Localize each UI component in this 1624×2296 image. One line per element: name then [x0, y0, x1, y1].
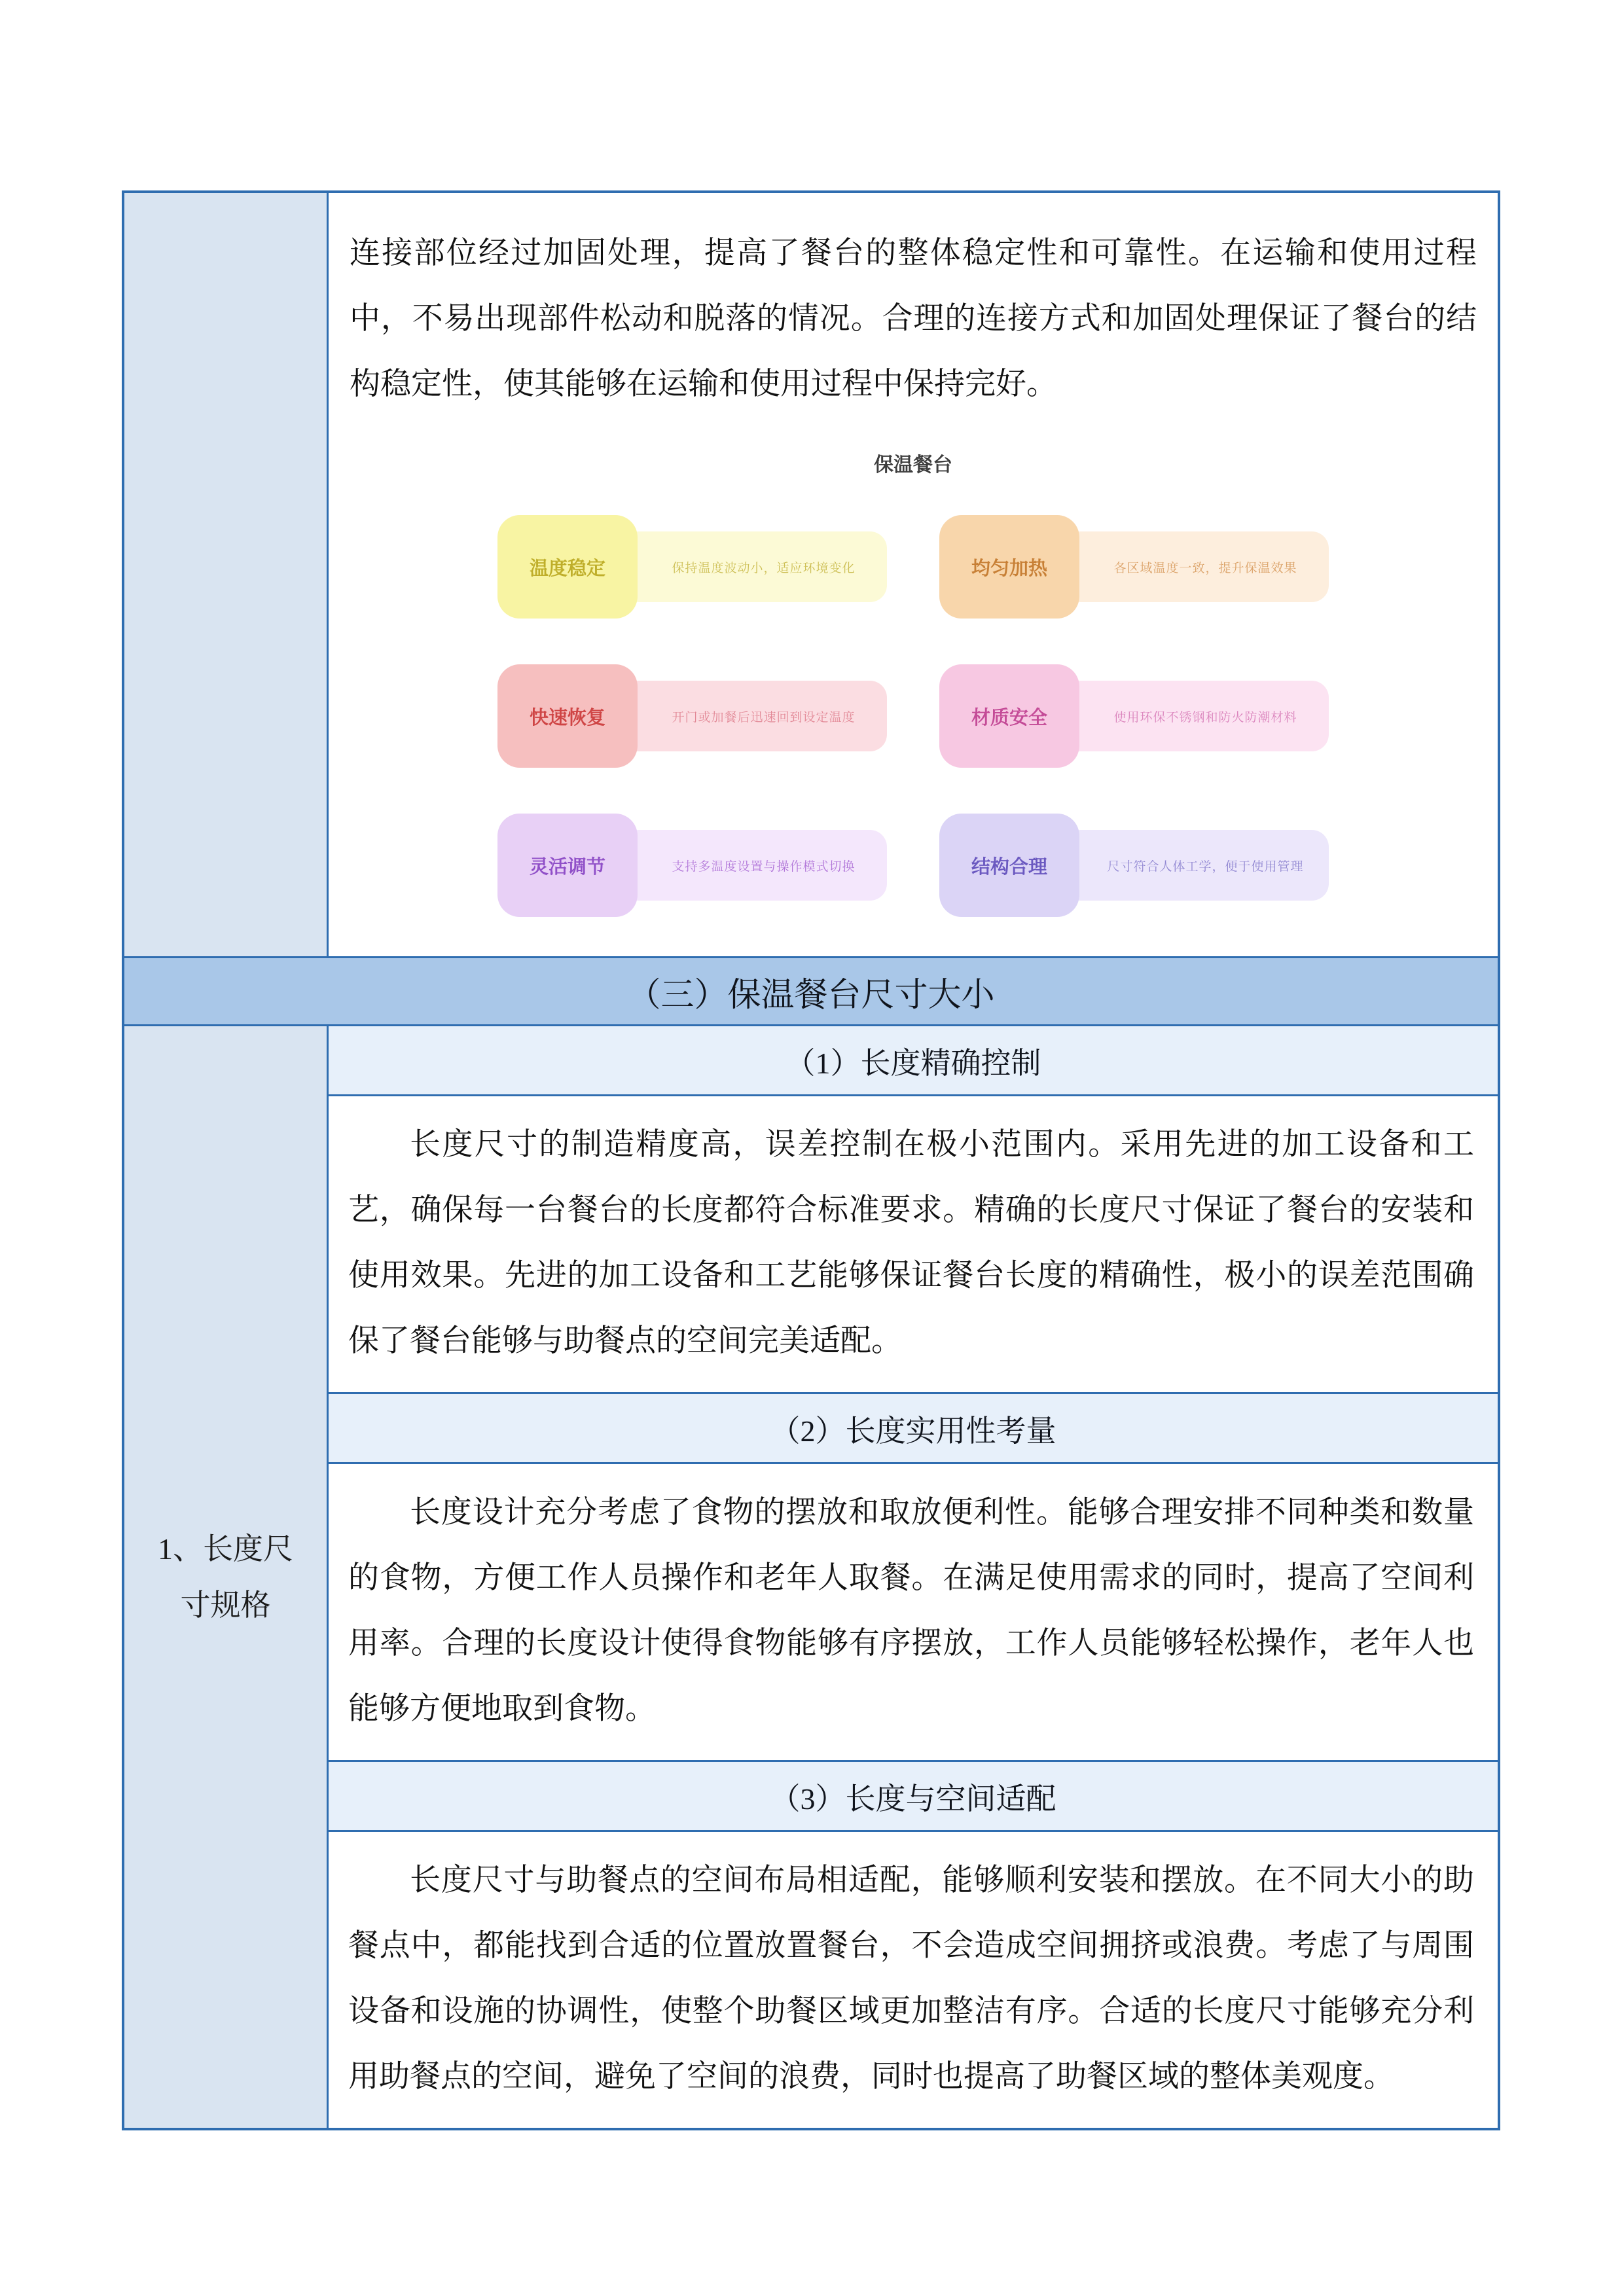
feature-card-desc: 各区域温度一致，提升保温效果 — [1064, 531, 1329, 602]
subsection-title: （1）长度精确控制 — [329, 1026, 1498, 1094]
feature-card-desc: 支持多温度设置与操作模式切换 — [622, 830, 887, 901]
feature-card-label: 温度稳定 — [497, 515, 638, 619]
feature-card — [497, 664, 887, 768]
subsection-title: （3）长度与空间适配 — [329, 1760, 1498, 1830]
feature-card-label: 灵活调节 — [497, 814, 638, 917]
bottom-row — [124, 1024, 1498, 2128]
subsection-title: （2）长度实用性考量 — [329, 1392, 1498, 1462]
feature-card-label: 均匀加热 — [939, 515, 1079, 619]
feature-card-label: 结构合理 — [939, 814, 1079, 917]
top-row — [124, 193, 1498, 956]
subsection-body — [329, 1462, 1498, 1760]
subsection-paragraph: 长度尺寸与助餐点的空间布局相适配，能够顺利安装和摆放。在不同大小的助餐点中，都能找到合适的位置放置餐台，不会造成空间拥挤或浪费。考虑了与周围设备和设施的协调性，使整个助餐区域更加整洁有序。合适的长度尺寸能够充分利用助餐点的空间，避免了空间的浪费，同时也提高了助餐区域的整体美观度。 — [348, 1863, 1474, 2094]
top-content-cell — [329, 193, 1498, 956]
subsections-column — [329, 1026, 1498, 2128]
section-header-row — [124, 956, 1498, 1024]
feature-card — [497, 814, 887, 917]
subsection-body — [329, 1094, 1498, 1392]
feature-card — [939, 515, 1329, 619]
feature-card — [939, 814, 1329, 917]
feature-card — [497, 515, 887, 619]
feature-cards — [497, 515, 1329, 917]
feature-card-desc: 尺寸符合人体工学，便于使用管理 — [1064, 830, 1329, 901]
intro-paragraph: 连接部位经过加固处理，提高了餐台的整体稳定性和可靠性。在运输和使用过程中，不易出现部件松动和脱落的情况。合理的连接方式和加固处理保证了餐台的结构稳定性，使其能够在运输和使用过程中保持完好。 — [350, 236, 1477, 401]
feature-card — [939, 664, 1329, 768]
left-spacer-cell — [124, 193, 329, 956]
feature-card-desc: 开门或加餐后迅速回到设定温度 — [622, 681, 887, 751]
section-header-title: （三）保温餐台尺寸大小 — [627, 977, 995, 1014]
thermal-table-diagram — [350, 448, 1477, 917]
diagram-title: 保温餐台 — [874, 454, 952, 476]
feature-card-label: 材质安全 — [939, 664, 1079, 768]
subsection-paragraph: 长度尺寸的制造精度高，误差控制在极小范围内。采用先进的加工设备和工艺，确保每一台餐台的长度都符合标准要求。精确的长度尺寸保证了餐台的安装和使用效果。先进的加工设备和工艺能够保证餐台长度的精确性，极小的误差范围确保了餐台能够与助餐点的空间完美适配。 — [348, 1128, 1474, 1358]
feature-card-label: 快速恢复 — [497, 664, 638, 768]
feature-card-desc: 保持温度波动小，适应环境变化 — [622, 531, 887, 602]
row-label-cell: 1、长度尺寸规格 — [124, 1026, 329, 2128]
main-table — [122, 190, 1500, 2130]
feature-card-desc: 使用环保不锈钢和防火防潮材料 — [1064, 681, 1329, 751]
subsection-body — [329, 1830, 1498, 2128]
subsection-paragraph: 长度设计充分考虑了食物的摆放和取放便利性。能够合理安排不同种类和数量的食物，方便工作人员操作和老年人取餐。在满足使用需求的同时，提高了空间利用率。合理的长度设计使得食物能够有序摆放，工作人员能够轻松操作，老年人也能够方便地取到食物。 — [348, 1496, 1474, 1726]
